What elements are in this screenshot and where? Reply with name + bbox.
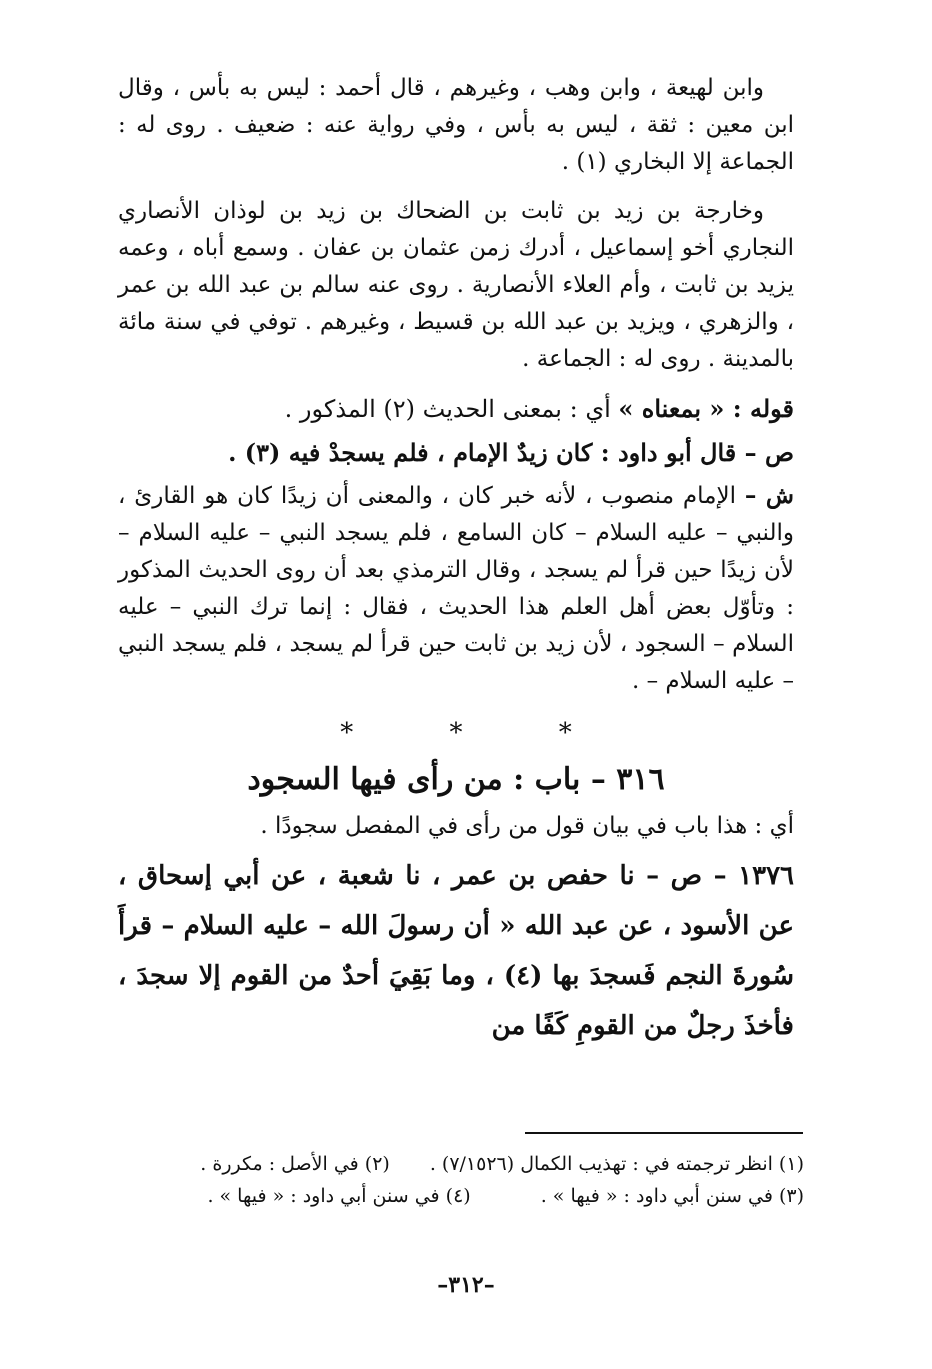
footnote-row-2	[114, 1180, 804, 1212]
commentary-lead: قوله : « بمعناه »	[618, 394, 794, 423]
paragraph-kharija-biography: وخارجة بن زيد بن ثابت بن الضحاك بن زيد بن لوذان الأنصاري النجاري أخو إسماعيل ، أدرك زمن عثمان بن عفان . وسمع أباه ، وعمه يزيد بن ثابت ، وأم العلاء الأنصارية . روى عنه سالم بن عبد الله بن عمر ، والزهري ، ويزيد بن عبد الله بن قسيط ، وغيرهم . توفي في سنة مائة بالمدينة . روى له : الجماعة .	[118, 198, 794, 372]
footnote-row-1	[114, 1148, 804, 1180]
footnote-3: (٣) في سنن أبي داود : « فيها » .	[540, 1185, 804, 1207]
paragraph-abu-dawud-statement: ص – قال أبو داود : كان زيدٌ الإمام ، فلم يسجدْ فيه (٣) .	[228, 438, 794, 467]
footnote-4: (٤) في سنن أبي داود : « فيها » .	[207, 1185, 471, 1207]
footnote-2: (٢) في الأصل : مكررة .	[200, 1153, 390, 1175]
section-separator: * * *	[340, 718, 616, 748]
page-body	[118, 70, 794, 1063]
page-number: –٣١٢–	[437, 1272, 495, 1298]
hadith-text: ١٣٧٦ – ص – نا حفص بن عمر ، نا شعبة ، عن أبي إسحاق ، عن الأسود ، عن عبد الله « أن رسولَ الله – عليه السلام – قرأَ سُورةَ النجم فَسجدَ بها (٤) ، وما بَقِيَ أحدٌ من القوم إلا سجدَ ، فأخذَ رجلٌ من القومِ كَفًا من	[118, 861, 794, 1041]
sharh-lead: ش –	[744, 482, 794, 509]
footnote-1: (١) انظر ترجمته في : تهذيب الكمال (٧/١٥٢٦) .	[429, 1153, 804, 1175]
chapter-title: ٣١٦ – باب : من رأى فيها السجود	[247, 762, 665, 797]
chapter-explanation: أي : هذا باب في بيان قول من رأى في المفصل سجودًا .	[260, 813, 794, 839]
sharh-text: الإمام منصوب ، لأنه خبر كان ، والمعنى أن زيدًا كان هو القارئ ، والنبي – عليه السلام – كان السامع ، فلم يسجد النبي – عليه السلام – لأن زيدًا حين قرأ لم يسجد ، وقال الترمذي بعد أن روى الحديث المذكور : وتأوّل بعض أهل العلم هذا الحديث ، فقال : إنما ترك النبي – عليه السلام – السجود ، لأن زيد بن ثابت حين قرأ لم يسجد ، فلم يسجد النبي – عليه السلام – .	[118, 483, 794, 694]
paragraph-sharh	[118, 477, 794, 700]
paragraph-narrators-1: وابن لهيعة ، وابن وهب ، وغيرهم ، قال أحمد : ليس به بأس ، وقال ابن معين : ثقة ، ليس به بأس ، وفي رواية عنه : ضعيف . روى له : الجماعة إلا البخاري (١) .	[118, 75, 794, 175]
commentary-text: أي : بمعنى الحديث (٢) المذكور .	[284, 395, 619, 423]
footnotes	[114, 1148, 804, 1212]
footnote-divider	[525, 1132, 803, 1134]
paragraph-commentary-bimanahu	[118, 390, 794, 428]
